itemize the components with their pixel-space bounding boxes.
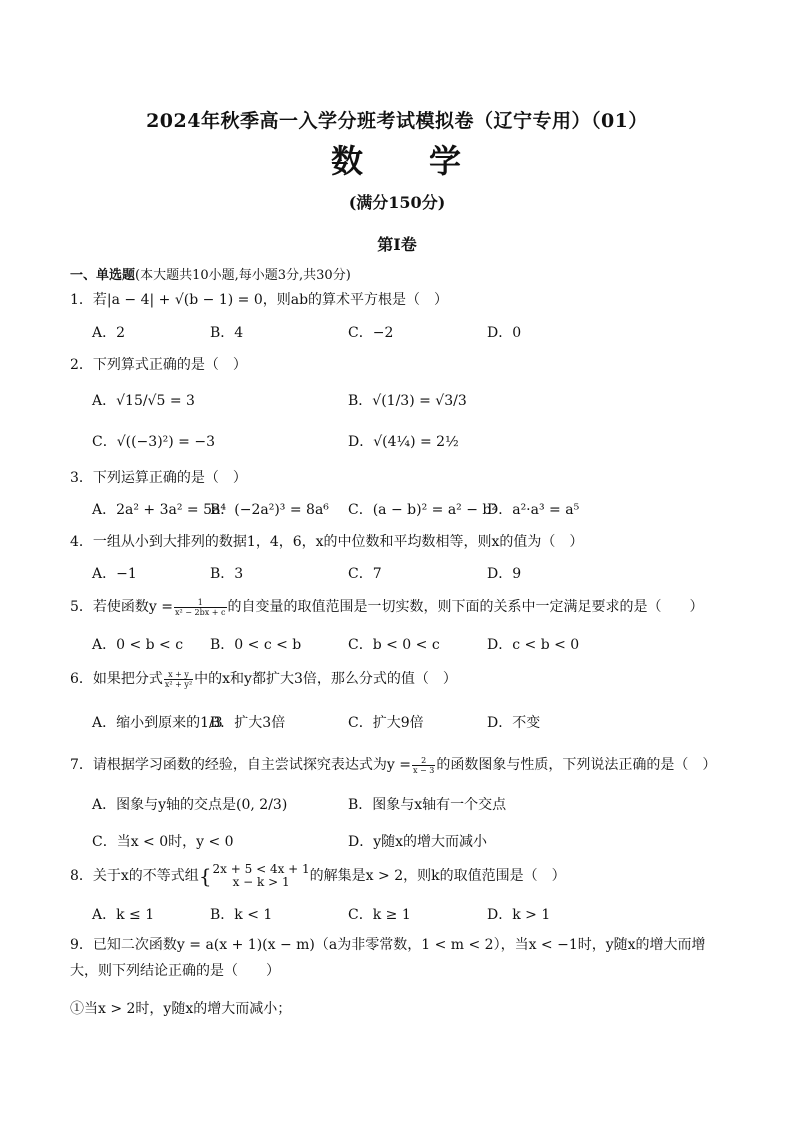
question-7-stem-post: 的函数图象与性质，下列说法正确的是（ ） [436,757,717,773]
volume-label: 第I卷 [377,235,417,254]
question-6-option-b: B．扩大3倍 [210,715,286,731]
question-4-option-b: B．3 [210,566,244,582]
question-2-stem: 2．下列算式正确的是（ ） [70,357,247,373]
question-3-option-d: D．a²·a³ = a⁵ [487,502,580,518]
question-4-stem: 4．一组从小到大排列的数据1，4，6，x的中位数和平均数相等，则x的值为（ ） [70,534,584,550]
question-5-option-a: A．0 < b < c [92,637,184,653]
question-5-stem [70,596,704,617]
exam-title: 2024年秋季高一入学分班考试模拟卷（辽宁专用）（01） [146,110,648,132]
question-2-option-d: D．√(4¼) = 2½ [348,434,459,450]
question-7-option-b: B．图象与x轴有一个交点 [348,797,507,813]
question-3-stem: 3．下列运算正确的是（ ） [70,470,247,486]
question-4-option-a: A．−1 [92,566,137,582]
question-9-stem: 9．已知二次函数y = a(x + 1)(x − m)（a为非零常数，1 < m < 2），当x < −1时，y随x的增大而增大，则下列结论正确的是（ ） [70,937,706,979]
question-5-option-d: D．c < b < 0 [487,637,580,653]
question-6-option-d: D．不变 [487,715,541,731]
question-1-option-c: C．−2 [348,325,394,341]
question-6-option-c: C．扩大9倍 [348,715,424,731]
question-5-option-c: C．b < 0 < c [348,637,440,653]
question-4-option-d: D．9 [487,566,522,582]
question-9-statement-1: ①当x > 2时，y随x的增大而减小； [70,1001,292,1017]
question-7-option-a: A．图象与y轴的交点是(0, 2/3) [92,797,288,813]
question-6-stem [70,668,457,689]
full-score: (满分150分) [348,193,446,212]
question-2-option-b: B．√(1/3) = √3/3 [348,393,467,409]
subject-char-left: 数 [330,142,365,180]
question-6-stem-post: 中的x和y都扩大3倍，那么分式的值（ ） [194,671,457,687]
question-2-option-c: C．√((−3)²) = −3 [92,434,215,450]
question-4-option-c: C．7 [348,566,382,582]
question-8-option-d: D．k > 1 [487,907,551,923]
question-5-stem-pre: 5．若使函数y = [70,599,173,615]
question-6-stem-pre: 6．如果把分式 [70,671,163,687]
left-brace-icon: { [198,864,212,888]
question-8-option-c: C．k ≥ 1 [348,907,411,923]
question-5-option-b: B．0 < c < b [210,637,302,653]
question-1-option-b: B．4 [210,325,244,341]
question-8-inequality-2: x − k > 1 [232,875,290,889]
section-label: 一、单选题 [70,268,136,283]
question-5-fraction [174,598,227,617]
question-8-stem [70,862,566,890]
question-3-option-b: B．(−2a²)³ = 8a⁶ [210,502,329,518]
question-8-stem-pre: 8．关于x的不等式组 [70,868,199,884]
question-5-numerator: 1 [174,598,227,608]
question-7-stem [70,754,716,775]
question-7-option-d: D．y随x的增大而减小 [348,834,488,850]
question-7-fraction [412,756,435,775]
subject-heading [0,136,794,182]
question-8-stem-post: 的解集是x > 2，则k的取值范围是（ ） [309,868,566,884]
question-8-inequality-1: 2x + 5 < 4x + 1 [212,862,310,876]
question-5-denominator: x² − 2bx + c [175,607,226,617]
question-1-stem: 1．若|a − 4| + √(b − 1) = 0，则ab的算术平方根是（ ） [70,292,449,308]
question-6-numerator: x + y [164,670,193,680]
question-7-stem-pre: 7．请根据学习函数的经验，自主尝试探究表达式为y = [70,757,411,773]
question-3-option-c: C．(a − b)² = a² − b² [348,502,497,518]
question-6-option-a: A．缩小到原来的1/3 [92,715,223,731]
question-8-option-a: A．k ≤ 1 [92,907,155,923]
question-6-denominator: x² + y² [164,679,193,689]
subject-char-right: 学 [429,142,464,180]
question-8-system [213,863,310,889]
question-7-numerator: 2 [412,756,435,766]
section-note: (本大题共10小题,每小题3分,共30分) [135,268,351,283]
question-5-stem-post: 的自变量的取值范围是一切实数，则下面的关系中一定满足要求的是（ ） [227,599,704,615]
question-7-option-c: C．当x < 0时，y < 0 [92,834,234,850]
question-7-denominator: x − 3 [413,765,435,775]
section-heading [70,264,351,283]
question-3-option-a: A．2a² + 3a² = 5a⁴ [92,502,226,518]
question-1-option-a: A．2 [92,325,126,341]
question-2-option-a: A．√15/√5 = 3 [92,393,195,409]
question-6-fraction [164,670,193,689]
question-1-option-d: D．0 [487,325,522,341]
question-8-option-b: B．k < 1 [210,907,273,923]
